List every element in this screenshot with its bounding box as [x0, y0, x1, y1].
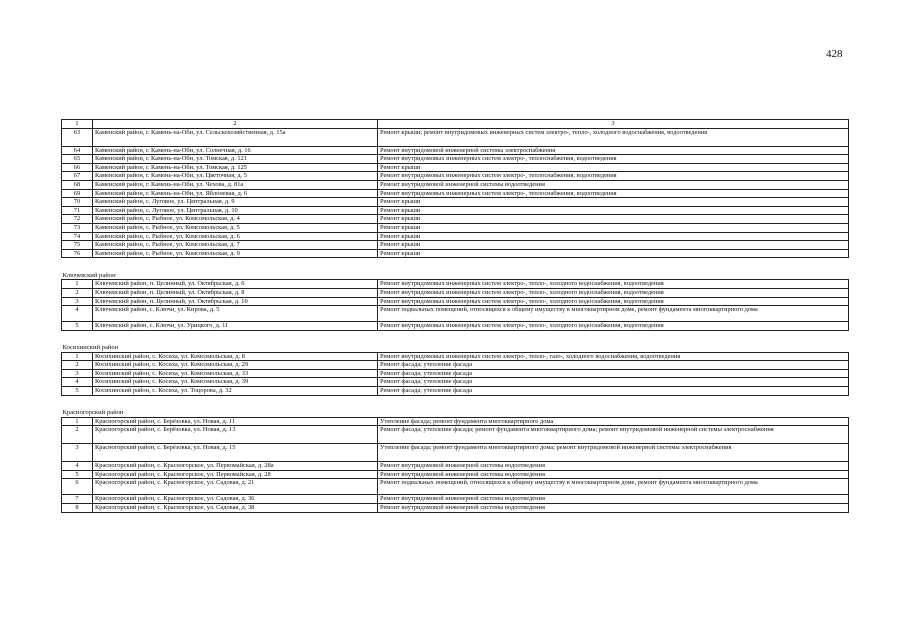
row-work-type: Ремонт крыши: [378, 232, 849, 241]
row-address: Красногорский район, с. Берёзовка, ул. Новая, д. 13: [93, 426, 378, 444]
row-number: 1: [62, 352, 93, 361]
repair-program-table: [61, 119, 849, 513]
table-row: [62, 369, 849, 378]
row-number: 74: [62, 232, 93, 241]
row-number: 2: [62, 361, 93, 370]
row-number: 8: [62, 504, 93, 513]
row-address: Каменский район, г. Камень-на-Оби, ул. Чехова, д. 81а: [93, 180, 378, 189]
row-work-type: Ремонт внутридомовых инженерных систем электро-, тепло-, холодного водоснабжения, водоотведения: [378, 288, 849, 297]
table-row: [62, 495, 849, 504]
page-number: 428: [826, 48, 843, 60]
header-col-3: 3: [378, 120, 849, 129]
row-number: 73: [62, 223, 93, 232]
table-row: [62, 206, 849, 215]
row-work-type: Ремонт внутридомовой инженерной системы водоотведения: [378, 180, 849, 189]
table-row: [62, 232, 849, 241]
table-row: [62, 352, 849, 361]
table-row: [62, 215, 849, 224]
row-work-type: Утепление фасада; ремонт фундамента многоквартирного дома: [378, 417, 849, 426]
section-title: Ключевский район: [62, 271, 116, 279]
row-work-type: Ремонт крыши: [378, 249, 849, 258]
row-number: 65: [62, 155, 93, 164]
row-number: 4: [62, 306, 93, 322]
row-work-type: Ремонт крыши: [378, 215, 849, 224]
row-number: 63: [62, 128, 93, 146]
row-number: 67: [62, 172, 93, 181]
section-header: [62, 343, 849, 353]
row-address: Косихинский район, с. Косиха, ул. Комсомольская, д. 33: [93, 369, 378, 378]
section-spacer: [62, 330, 849, 343]
row-address: Каменский район, с. Луговое, ул. Центральная, д. 9: [93, 198, 378, 207]
table-row: [62, 189, 849, 198]
table-row: [62, 172, 849, 181]
table-row: [62, 288, 849, 297]
section-spacer: [62, 258, 849, 271]
table-row: [62, 322, 849, 331]
section-header: [62, 408, 849, 418]
row-address: Каменский район, г. Камень-на-Оби, ул. Сельскохозяйственная, д. 15а: [93, 128, 378, 146]
row-work-type: Ремонт подвальных помещений, относящихся к общему имуществу в многоквартирном доме, ремонт фундамента многоквартирного дома: [378, 306, 849, 322]
row-work-type: Ремонт фасада; утепление фасада: [378, 387, 849, 396]
row-number: 4: [62, 378, 93, 387]
row-address: Косихинский район, с. Косиха, ул. Тоцорова, д. 32: [93, 387, 378, 396]
row-number: 70: [62, 198, 93, 207]
row-work-type: Ремонт внутридомовой инженерной системы электроснабжения: [378, 146, 849, 155]
table-row: [62, 426, 849, 444]
row-number: 6: [62, 479, 93, 495]
row-address: Каменский район, г. Камень-на-Оби, ул. Цветочная, д. 5: [93, 172, 378, 181]
row-address: Каменский район, с. Луговое, ул. Центральная, д. 10: [93, 206, 378, 215]
table-row: [62, 479, 849, 495]
row-work-type: Ремонт крыши: [378, 198, 849, 207]
row-number: 66: [62, 163, 93, 172]
row-address: Каменский район, г. Камень-на-Оби, ул. Яблоневая, д. 6: [93, 189, 378, 198]
row-work-type: Ремонт внутридомовой инженерной системы водоотведения: [378, 504, 849, 513]
row-number: 4: [62, 462, 93, 471]
row-number: 64: [62, 146, 93, 155]
table-row: [62, 198, 849, 207]
row-work-type: Ремонт внутридомовых инженерных систем электро-, тепло-, холодного водоснабжения, водоотведения: [378, 322, 849, 331]
table-row: [62, 180, 849, 189]
table-row: [62, 297, 849, 306]
row-address: Каменский район, с. Рыбное, ул. Комсомольская, д. 7: [93, 241, 378, 250]
table-row: [62, 361, 849, 370]
row-address: Ключевский район, с. Ключи, ул. Кирова, д. 5: [93, 306, 378, 322]
table-row: [62, 462, 849, 471]
row-work-type: Ремонт крыши: [378, 163, 849, 172]
row-address: Красногорский район, с. Берёзовка, ул. Новая, д. 15: [93, 444, 378, 462]
row-address: Каменский район, с. Рыбное, ул. Комсомольская, д. 5: [93, 223, 378, 232]
row-work-type: Ремонт подвальных помещений, относящихся к общему имуществу в многоквартирном доме, ремонт фундамента многоквартирного дома: [378, 479, 849, 495]
row-number: 71: [62, 206, 93, 215]
table-row: [62, 470, 849, 479]
section-title: Косихинский район: [62, 344, 119, 352]
row-address: Красногорский район, с. Красногорское, ул. Садовая, д. 38: [93, 504, 378, 513]
row-work-type: Ремонт внутридомовых инженерных систем электро-, тепло-, холодного водоснабжения, водоотведения: [378, 280, 849, 289]
row-work-type: Ремонт крыши; ремонт внутридомовых инженерных систем электро-, тепло-, холодного водоснабжения, водоотведения: [378, 128, 849, 146]
table-row: [62, 444, 849, 462]
row-address: Красногорский район, с. Красногорское, ул. Садовая, д. 21: [93, 479, 378, 495]
table-row: [62, 306, 849, 322]
row-work-type: Ремонт внутридомовой инженерной системы водоотведения: [378, 495, 849, 504]
row-work-type: Ремонт внутридомовых инженерных систем электро-, теплоснабжения, водоотведения: [378, 189, 849, 198]
row-number: 3: [62, 369, 93, 378]
row-number: 3: [62, 444, 93, 462]
row-work-type: Ремонт крыши: [378, 223, 849, 232]
row-number: 75: [62, 241, 93, 250]
row-number: 5: [62, 387, 93, 396]
row-work-type: Ремонт внутридомовых инженерных систем электро-, тепло-, газо-, холодного водоснабжения, водоотведения: [378, 352, 849, 361]
section-spacer: [62, 395, 849, 408]
row-address: Красногорский район, с. Красногорское, ул. Садовая, д. 36: [93, 495, 378, 504]
row-number: 1: [62, 280, 93, 289]
row-work-type: Ремонт фасада; утепление фасада: [378, 369, 849, 378]
row-address: Ключевский район, п. Целинный, ул. Октябрьская, д. 10: [93, 297, 378, 306]
header-col-1: 1: [62, 120, 93, 129]
table-row: [62, 163, 849, 172]
row-work-type: Ремонт фасада; утепление фасада: [378, 361, 849, 370]
row-address: Каменский район, г. Камень-на-Оби, ул. Солнечная, д. 16: [93, 146, 378, 155]
row-work-type: Ремонт фасада; утепление фасада; ремонт фундамента многоквартирного дома; ремонт внутридомовой инженерной системы электроснабжения: [378, 426, 849, 444]
table-row: [62, 146, 849, 155]
row-work-type: Утепление фасада; ремонт фундамента многоквартирного дома; ремонт внутридомовой инженерной системы электроснабжения: [378, 444, 849, 462]
row-work-type: Ремонт внутридомовых инженерных систем электро-, теплоснабжения, водоотведения: [378, 155, 849, 164]
row-address: Ключевский район, п. Целинный, ул. Октябрьская, д. 8: [93, 288, 378, 297]
row-address: Косихинский район, с. Косиха, ул. Комсомольская, д. 39: [93, 378, 378, 387]
row-address: Каменский район, г. Камень-на-Оби, ул. Томская, д. 121: [93, 155, 378, 164]
table-row: [62, 504, 849, 513]
row-address: Красногорский район, с. Берёзовка, ул. Новая, д. 11: [93, 417, 378, 426]
table-row: [62, 155, 849, 164]
header-row: [62, 120, 849, 129]
row-work-type: Ремонт внутридомовых инженерных систем электро-, тепло-, холодного водоснабжения, водоотведения: [378, 297, 849, 306]
row-number: 3: [62, 297, 93, 306]
table-row: [62, 249, 849, 258]
row-address: Каменский район, с. Рыбное, ул. Комсомольская, д. 9: [93, 249, 378, 258]
row-number: 1: [62, 417, 93, 426]
table-row: [62, 223, 849, 232]
row-work-type: Ремонт крыши: [378, 206, 849, 215]
header-col-2: 2: [93, 120, 378, 129]
table-row: [62, 417, 849, 426]
table-row: [62, 378, 849, 387]
table-row: [62, 387, 849, 396]
row-address: Косихинский район, с. Косиха, ул. Комсомольская, д. 29: [93, 361, 378, 370]
row-address: Каменский район, с. Рыбное, ул. Комсомольская, д. 4: [93, 215, 378, 224]
table-row: [62, 241, 849, 250]
row-number: 5: [62, 470, 93, 479]
row-number: 2: [62, 288, 93, 297]
row-number: 7: [62, 495, 93, 504]
row-work-type: Ремонт внутридомовой инженерной системы водоотведения: [378, 470, 849, 479]
row-address: Красногорский район, с. Красногорское, ул. Первомайская, д. 28: [93, 470, 378, 479]
section-title: Красногорский район: [62, 409, 124, 417]
row-work-type: Ремонт внутридомовых инженерных систем электро-, теплоснабжения, водоотведения: [378, 172, 849, 181]
section-header: [62, 270, 849, 280]
row-address: Ключевский район, п. Целинный, ул. Октябрьская, д. 6: [93, 280, 378, 289]
row-work-type: Ремонт крыши: [378, 241, 849, 250]
row-address: Каменский район, г. Камень-на-Оби, ул. Томская, д. 125: [93, 163, 378, 172]
row-address: Каменский район, с. Рыбное, ул. Комсомольская, д. 6: [93, 232, 378, 241]
row-number: 72: [62, 215, 93, 224]
row-work-type: Ремонт фасада; утепление фасада: [378, 378, 849, 387]
row-number: 5: [62, 322, 93, 331]
table-row: [62, 280, 849, 289]
row-address: Красногорский район, с. Красногорское, ул. Первомайская, д. 28а: [93, 462, 378, 471]
row-address: Косихинский район, с. Косиха, ул. Комсомольская, д. 8: [93, 352, 378, 361]
row-work-type: Ремонт внутридомовой инженерной системы водоотведения: [378, 462, 849, 471]
table-row: [62, 128, 849, 146]
row-number: 76: [62, 249, 93, 258]
row-number: 69: [62, 189, 93, 198]
row-number: 68: [62, 180, 93, 189]
row-number: 2: [62, 426, 93, 444]
row-address: Ключевский район, с. Ключи, ул. Урицкого, д. 11: [93, 322, 378, 331]
